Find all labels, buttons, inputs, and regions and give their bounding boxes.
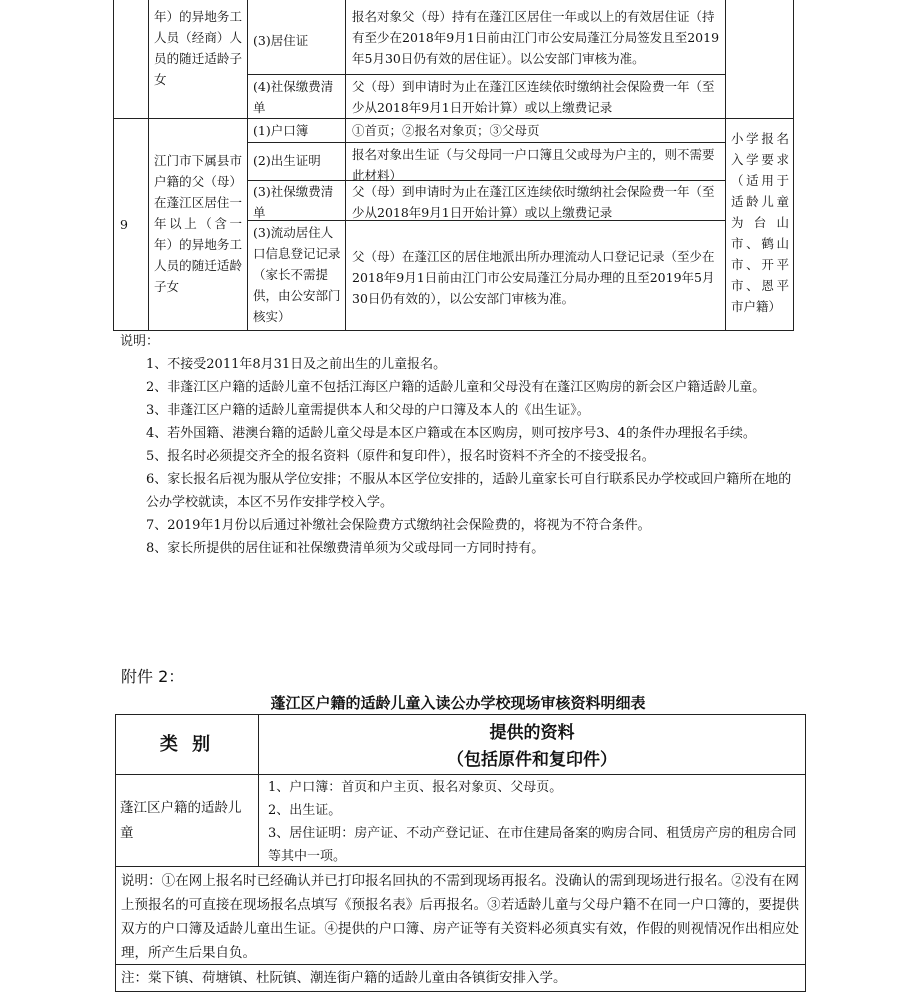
header-materials-line2: （包括原件和复印件）: [447, 750, 617, 770]
row9-item-desc: 报名对象出生证（与父母同一户口簿且父或母为户主的，则不需要此材料）: [352, 147, 715, 183]
row9-number: 9: [120, 217, 128, 232]
note-item: 6、家长报名后视为服从学位安排；不服从本区学位安排的，适龄儿童家长可自行联系民办学校或回户籍所在地的公办学校就读，本区不另作安排学校入学。: [146, 472, 792, 510]
row8-item-desc: 父（母）到申请时为止在蓬江区连续依时缴纳社会保险费一年（至少从2018年9月1日开始计算）或以上缴费记录: [352, 79, 715, 115]
note-item: 3、非蓬江区户籍的适龄儿童需提供本人和父母的户口簿及本人的《出生证》。: [146, 403, 590, 418]
note-item: 8、家长所提供的居住证和社保缴费清单须为父或母同一方同时持有。: [146, 541, 545, 556]
note-item: 4、若外国籍、港澳台籍的适龄儿童父母是本区户籍或在本区购房，则可按序号3、4的条件办理报名手续。: [146, 426, 756, 441]
note-item: 2、非蓬江区户籍的适龄儿童不包括江海区户籍的适龄儿童和父母没有在蓬江区购房的新会区户籍适龄儿童。: [146, 380, 766, 395]
row9-item-name: (2)出生证明: [253, 153, 321, 168]
attachment-label: 附件 2：: [121, 667, 185, 686]
explanation: 说明：①在网上报名时已经确认并已打印报名回执的不需到现场再报名。没确认的需到现场进行报名。②没有在网上预报名的可直接在现场报名点填写《预报名表》后再报名。③若适龄儿童与父母户籍不在同一户口簿的，要提供双方的户口簿及适龄儿童出生证。④提供的户口簿、房产证等有关资料必须真实有效，作假的则视情况作出相应处理，所产生后果自负。: [121, 873, 799, 961]
material-item: 2、出生证。: [268, 803, 342, 818]
row9-item-desc: 父（母）在蓬江区的居住地派出所办理流动人口登记记录（至少在2018年9月1日前由江门市公安局蓬江分局办理的且至2019年5月30日仍有效的），以公安部门审核为准。: [352, 249, 715, 306]
row-category: 蓬江区户籍的适龄儿童: [120, 800, 242, 841]
note-item: 7、2019年1月份以后通过补缴社会保险费方式缴纳社会保险费的，将视为不符合条件。: [146, 518, 651, 533]
row8-item-desc: 报名对象父（母）持有在蓬江区居住一年或以上的有效居住证（持有至少在2018年9月1日前由江门市公安局蓬江分局签发且至2019年5月30日仍有效的居住证）。以公安部门审核为准。: [352, 9, 720, 66]
row9-item-name: (1)户口簿: [253, 123, 309, 138]
footnote: 注：棠下镇、荷塘镇、杜阮镇、潮连街户籍的适龄儿童由各镇街安排入学。: [121, 970, 567, 986]
attachment-title: 蓬江区户籍的适龄儿童入读公办学校现场审核资料明细表: [270, 694, 646, 712]
row9-item-desc: ①首页；②报名对象页；③父母页: [352, 123, 540, 138]
row9-item-name: (3)社保缴费清单: [253, 184, 334, 220]
note-item: 5、报名时必须提交齐全的报名资料（原件和复印件），报名时资料不齐全的不接受报名。: [146, 449, 655, 464]
row9-item-desc: 父（母）到申请时为止在蓬江区连续依时缴纳社会保险费一年（至少从2018年9月1日开始计算）或以上缴费记录: [352, 184, 715, 220]
material-item: 3、居住证明：房产证、不动产登记证、在市住建局备案的购房合同、租赁房产房的租房合同等其中一项。: [268, 826, 797, 864]
materials-list: [268, 776, 798, 868]
row8-item-name: (4)社保缴费清单: [253, 79, 334, 115]
notes-section: [120, 330, 800, 560]
header-category: 类 别: [159, 734, 215, 755]
header-materials-line1: 提供的资料: [489, 723, 575, 743]
material-item: 1、户口簿：首页和户主页、报名对象页、父母页。: [268, 780, 563, 795]
row9-remark: 小学报名入学要求（适用于适龄儿童为台山市、鹤山市、开平市、恩平市户籍）: [731, 131, 789, 314]
row8-category: 年）的异地务工人员（经商）人员的随迁适龄子女: [154, 9, 242, 87]
row9-category: 江门市下属县市户籍的父（母）在蓬江区居住一年以上（含一年）的异地务工人员的随迁适龄子女: [154, 153, 242, 294]
row8-item-name: (3)居住证: [253, 33, 309, 48]
row9-item-name: (3)流动居住人口信息登记记录（家长不需提供，由公安部门核实）: [253, 225, 341, 324]
note-item: 1、不接受2011年8月31日及之前出生的儿童报名。: [146, 357, 447, 372]
notes-heading: 说明：: [120, 334, 160, 349]
